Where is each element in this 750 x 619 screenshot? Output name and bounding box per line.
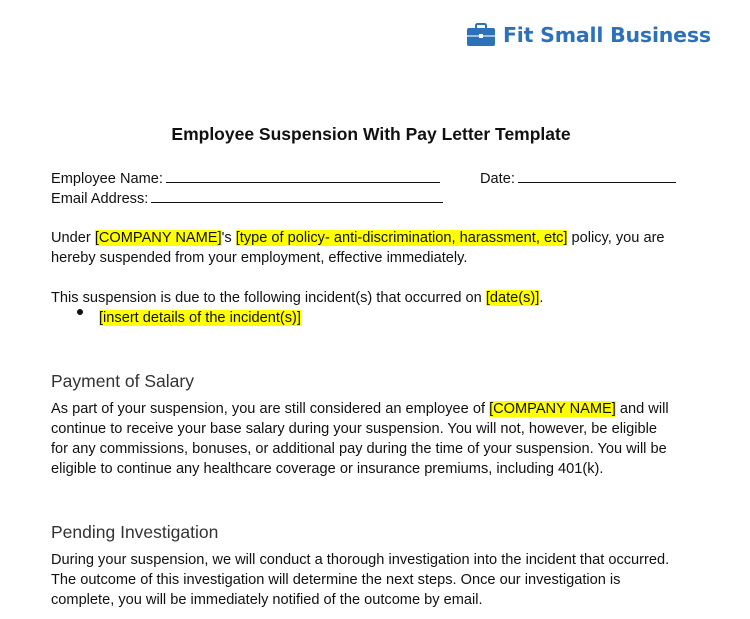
- date-row: [480, 168, 676, 189]
- email-blank: [151, 188, 443, 203]
- incident-details-item: [99, 308, 301, 328]
- email-label: Email Address:: [51, 191, 149, 207]
- date-label: Date:: [480, 171, 515, 187]
- document-title: Employee Suspension With Pay Letter Template: [171, 124, 571, 144]
- salary-line-1: [51, 399, 669, 419]
- brand-logo: [466, 20, 711, 50]
- brand-name: Fit Small Business: [503, 23, 711, 47]
- text: policy, you are: [567, 230, 665, 246]
- salary-line-3: for any commissions, bonuses, or additional pay during the time of your suspension. You will be: [51, 441, 667, 457]
- investigation-line-2: The outcome of this investigation will determine the next steps. Once our investigation is: [51, 572, 621, 588]
- dates-placeholder: [date(s)]: [485, 290, 540, 306]
- text: and will: [615, 401, 669, 417]
- employee-name-row: [51, 168, 440, 189]
- employee-name-blank: [166, 168, 440, 183]
- paragraph-1-line-2: hereby suspended from your employment, effective immediately.: [51, 250, 468, 266]
- text: As part of your suspension, you are still considered an employee of: [51, 401, 490, 417]
- investigation-line-3: complete, you will be immediately notified of the outcome by email.: [51, 592, 483, 608]
- payment-of-salary-heading: Payment of Salary: [51, 371, 194, 391]
- text: .: [539, 290, 544, 306]
- salary-line-2: continue to receive your base salary during your suspension. You will not, however, be eligible: [51, 421, 658, 437]
- employee-name-label: Employee Name:: [51, 171, 163, 187]
- pending-investigation-heading: Pending Investigation: [51, 522, 219, 542]
- text: This suspension is due to the following incident(s) that occurred on: [51, 290, 486, 306]
- paragraph-2-line-1: [51, 288, 543, 308]
- text: Under: [51, 230, 95, 246]
- paragraph-1-line-1: [51, 228, 665, 248]
- text: 's: [221, 230, 236, 246]
- briefcase-icon: [466, 23, 496, 47]
- policy-type-placeholder: [type of policy- anti-discrimination, harassment, etc]: [235, 230, 568, 246]
- email-row: [51, 188, 443, 209]
- incident-details-placeholder: [insert details of the incident(s)]: [99, 310, 301, 326]
- salary-line-4: eligible to continue any healthcare coverage or insurance premiums, including 401(k).: [51, 461, 604, 477]
- date-blank: [518, 168, 676, 183]
- company-name-placeholder: [COMPANY NAME]: [489, 401, 616, 417]
- investigation-line-1: During your suspension, we will conduct a thorough investigation into the incident that occurred.: [51, 552, 670, 568]
- bullet-icon: [77, 309, 83, 315]
- company-name-placeholder: [COMPANY NAME]: [94, 230, 222, 246]
